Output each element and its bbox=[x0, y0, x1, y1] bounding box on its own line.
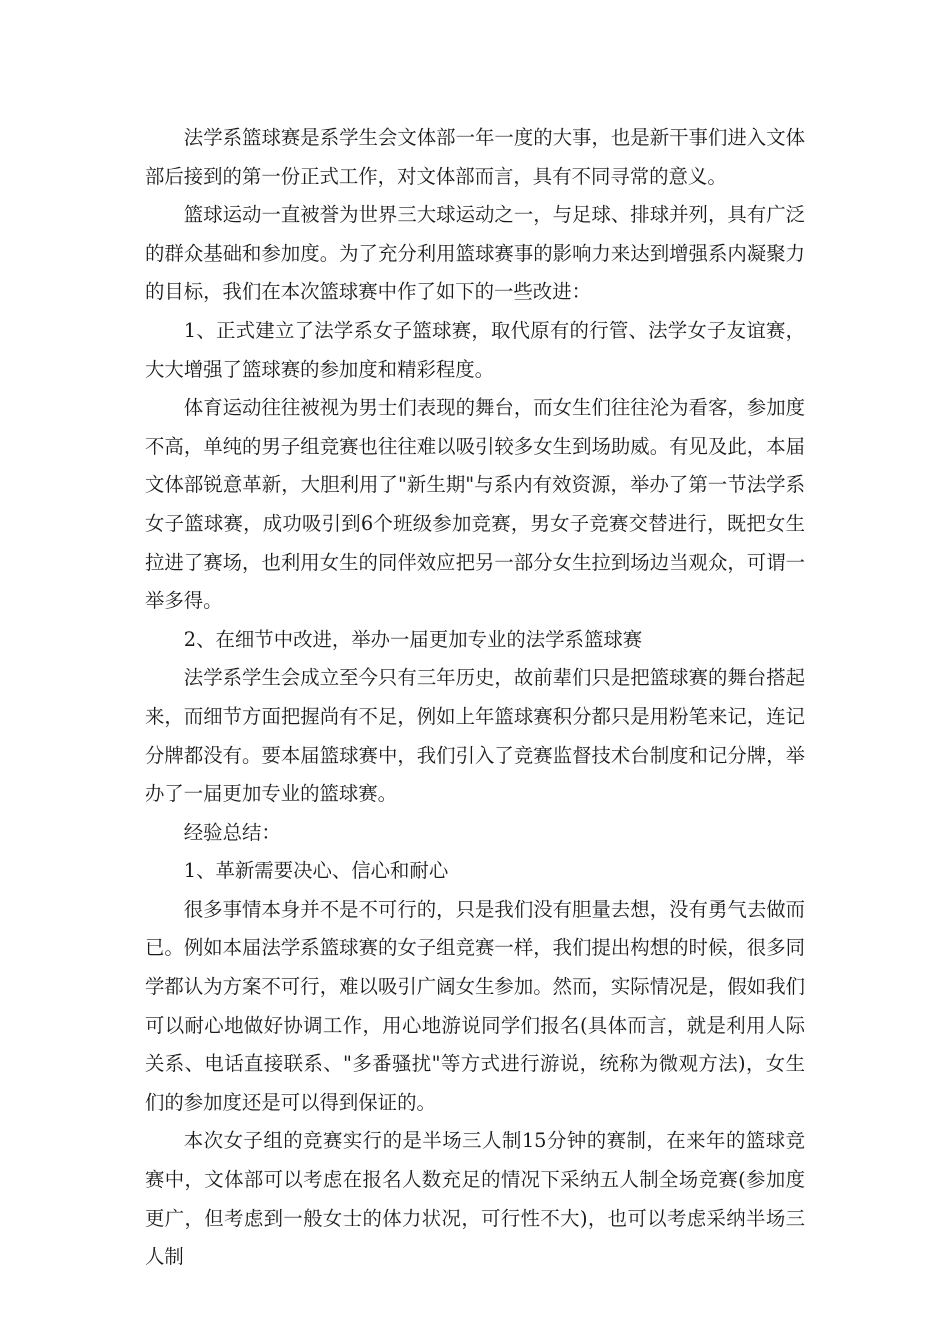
paragraph-lesson-detail: 很多事情本身并不是不可行的，只是我们没有胆量去想，没有勇气去做而已。例如本届法学系篮球赛的女子组竞赛一样，我们提出构想的时候，很多同学都认为方案不可行，难以吸引广阔女生参加。然而，实际情况是，假如我们可以耐心地做好协调工作，用心地游说同学们报名(具体而言，就是利用人际关系、电话直接联系、"多番骚扰"等方式进行游说，统称为微观方法)，女生们的参加度还是可以得到保证的。 bbox=[145, 897, 805, 1114]
paragraph-professional-details: 法学系学生会成立至今只有三年历史，故前辈们只是把篮球赛的舞台搭起来，而细节方面把握尚有不足，例如上年篮球赛积分都只是用粉笔来记，连记分牌都没有。要本届篮球赛中，我们引入了竞赛监督技术台制度和记分牌，举办了一届更加专业的篮球赛。 bbox=[145, 666, 805, 806]
paragraph-lesson-1: 1、革新需要决心、信心和耐心 bbox=[183, 859, 449, 883]
paragraph-intro: 法学系篮球赛是系学生会文体部一年一度的大事，也是新干事们进入文体部后接到的第一份正式工作，对文体部而言，具有不同寻常的意义。 bbox=[145, 126, 805, 188]
paragraph-future-format: 本次女子组的竞赛实行的是半场三人制15分钟的赛制，在来年的篮球竞赛中，文体部可以考虑在报名人数充足的情况下采纳五人制全场竞赛(参加度更广，但考虑到一般女士的体力状况，可行性不大)，也可以考虑采纳半场三人制 bbox=[145, 1129, 805, 1269]
paragraph-women-participation: 体育运动往往被视为男士们表现的舞台，而女生们往往沦为看客，参加度不高，单纯的男子组竞赛也往往难以吸引较多女生到场助威。有见及此，本届文体部锐意革新，大胆利用了"新生期"与系内有效资源，举办了第一节法学系女子篮球赛，成功吸引到6个班级参加竞赛，男女子竞赛交替进行，既把女生拉进了赛场，也利用女生的同伴效应把另一部分女生拉到场边当观众，可谓一举多得。 bbox=[145, 396, 805, 613]
paragraph-basketball-background: 篮球运动一直被誉为世界三大球运动之一，与足球、排球并列，具有广泛的群众基础和参加度。为了充分利用篮球赛事的影响力来达到增强系内凝聚力的目标，我们在本次篮球赛中作了如下的一些改进： bbox=[145, 203, 805, 304]
document-body bbox=[145, 119, 805, 1277]
paragraph-improvement-2: 2、在细节中改进，举办一届更加专业的法学系篮球赛 bbox=[183, 627, 643, 651]
paragraph-summary-heading: 经验总结： bbox=[183, 820, 281, 844]
paragraph-improvement-1: 1、正式建立了法学系女子篮球赛，取代原有的行管、法学女子友谊赛，大大增强了篮球赛的参加度和精彩程度。 bbox=[145, 318, 805, 381]
